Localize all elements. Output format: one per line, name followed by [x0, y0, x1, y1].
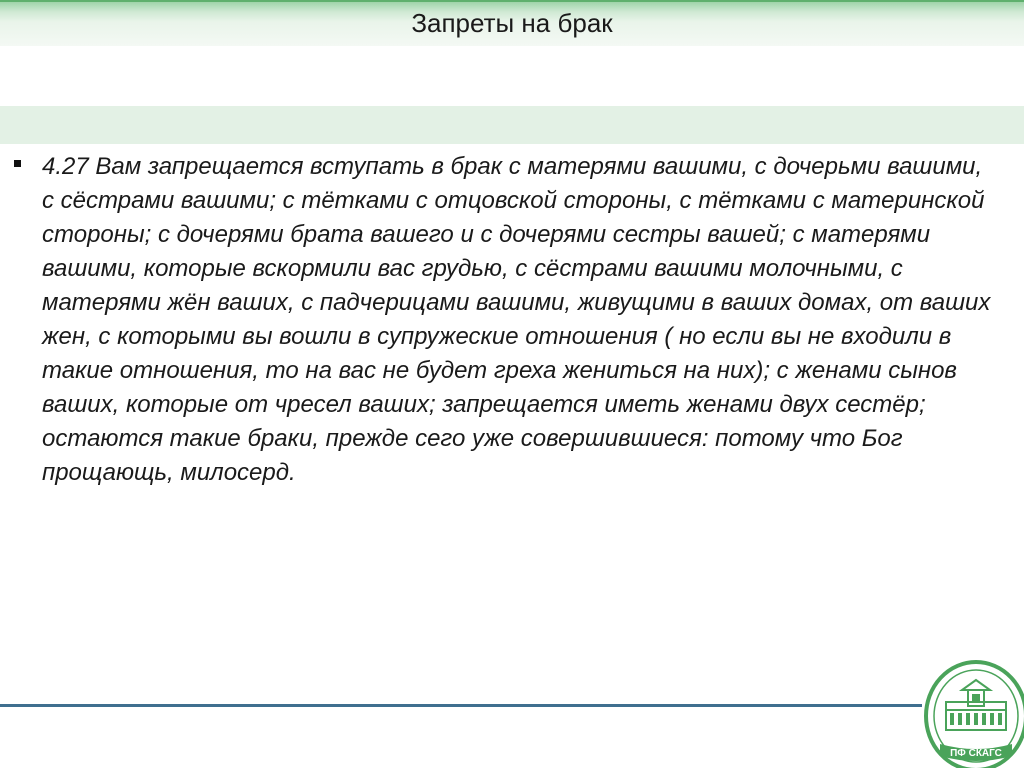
academy-logo: [922, 650, 1024, 768]
footer-divider: [0, 704, 922, 707]
square-bullet-icon: [14, 160, 21, 167]
header-sub-band: [0, 106, 1024, 144]
slide-title: Запреты на брак: [411, 8, 613, 38]
slide-body-text: 4.27 Вам запрещается вступать в брак с матерями вашими, с дочерьми вашими, с сёстрами вашими; с тётками с отцовской стороны, с тётками с материнской стороны; с дочерями брата вашего и с дочерями сестры вашей; с матерями вашими, которые вскормили вас грудью, с сёстрами вашими молочными, с матерями жён ваших, с падчерицами вашими, живущими в ваших домах, от ваших жен, с которыми вы вошли в супружеские отношения ( но если вы не входили в такие отношения, то на вас не будет греха жениться на них); с женами сынов ваших, которые от чресел ваших; запрещается иметь женами двух сестёр; остаются такие браки, прежде сего уже совершившиеся: потому что Бог прощающь, милосерд.: [42, 153, 991, 486]
logo-label: ПФ СКАГС: [950, 748, 1002, 759]
